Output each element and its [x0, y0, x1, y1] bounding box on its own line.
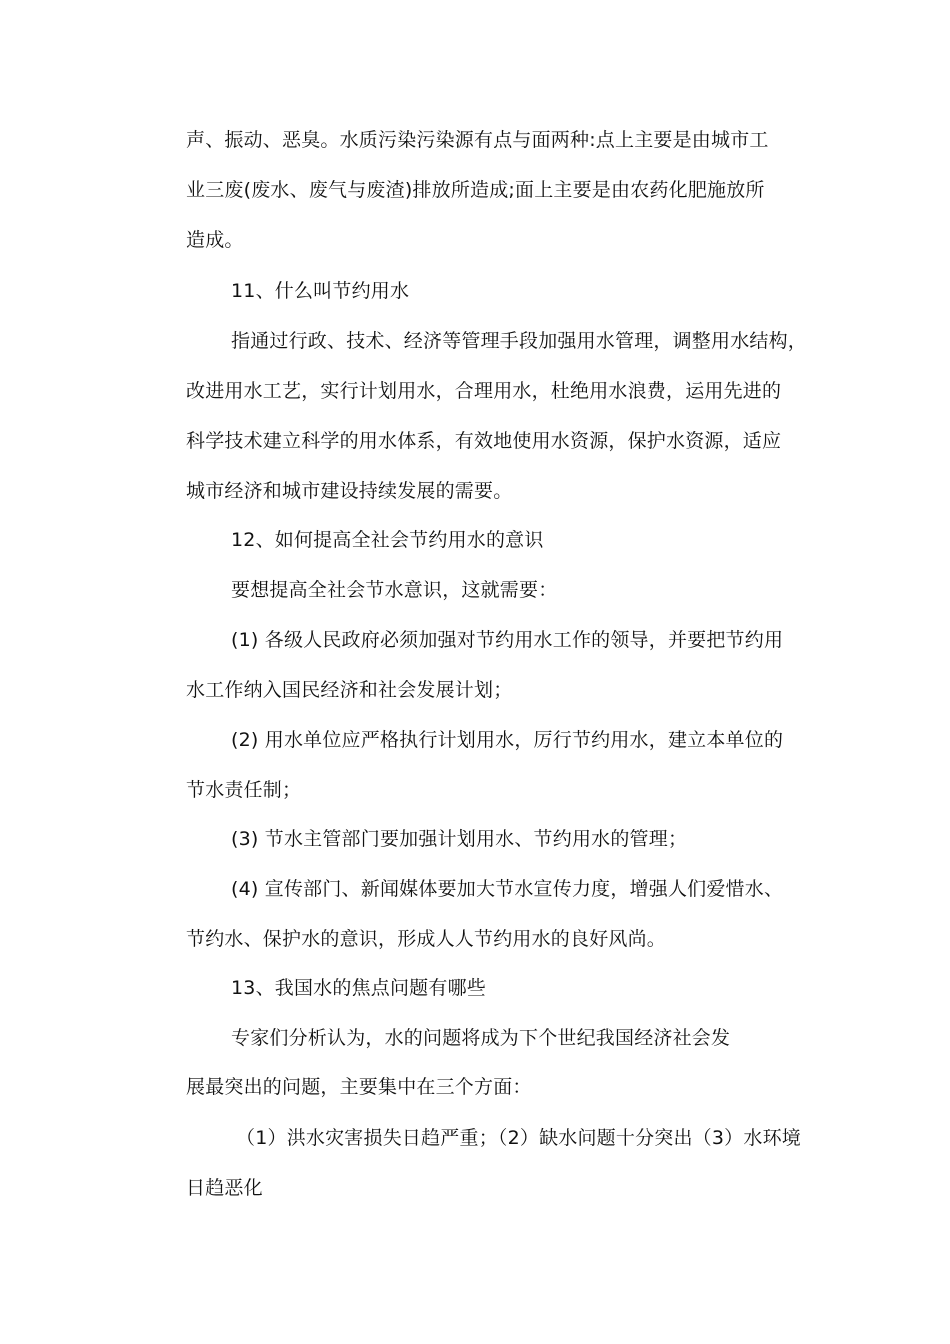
list-item: (4) 宣传部门、新闻媒体要加大节水宣传力度，增强人们爱惜水、 — [231, 878, 784, 900]
text-line: 声、振动、恶臭。水质污染污染源有点与面两种:点上主要是由城市工 — [186, 129, 769, 151]
text-line: 水工作纳入国民经济和社会发展计划； — [186, 679, 513, 701]
text-line: 日趋恶化 — [186, 1177, 263, 1199]
text-line: 城市经济和城市建设持续发展的需要。 — [186, 480, 513, 502]
text-line: 节约水、保护水的意识，形成人人节约用水的良好风尚。 — [186, 928, 667, 950]
text-line: 专家们分析认为，水的问题将成为下个世纪我国经济社会发 — [231, 1027, 731, 1049]
text-line: 指通过行政、技术、经济等管理手段加强用水管理，调整用水结构， — [231, 330, 808, 352]
text-line: 造成。 — [186, 229, 244, 251]
text-line: 要想提高全社会节水意识，这就需要： — [231, 579, 558, 601]
list-item: (2) 用水单位应严格执行计划用水，厉行节约用水，建立本单位的 — [231, 729, 784, 751]
section-heading: 12、如何提高全社会节约用水的意识 — [231, 529, 544, 551]
list-item: (3) 节水主管部门要加强计划用水、节约用水的管理； — [231, 828, 688, 850]
text-line: 展最突出的问题，主要集中在三个方面： — [186, 1076, 532, 1098]
text-line: 业三废(废水、废气与废渣)排放所造成;面上主要是由农药化肥施放所 — [186, 179, 765, 201]
list-item: (1) 各级人民政府必须加强对节约用水工作的领导，并要把节约用 — [231, 629, 784, 651]
text-line: （1）洪水灾害损失日趋严重；（2）缺水问题十分突出（3）水环境 — [236, 1127, 801, 1149]
section-heading: 13、我国水的焦点问题有哪些 — [231, 977, 486, 999]
text-line: 改进用水工艺，实行计划用水，合理用水，杜绝用水浪费，运用先进的 — [186, 380, 782, 402]
section-heading: 11、什么叫节约用水 — [231, 280, 410, 302]
text-line: 科学技术建立科学的用水体系，有效地使用水资源，保护水资源，适应 — [186, 430, 782, 452]
text-line: 节水责任制； — [186, 779, 302, 801]
